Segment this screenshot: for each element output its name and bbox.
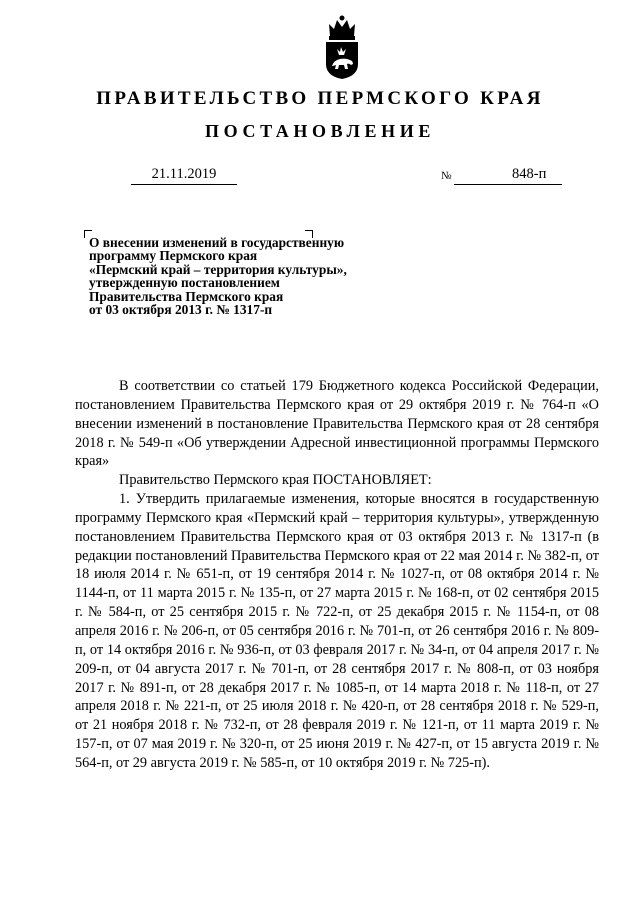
document-number-value: 848-п xyxy=(512,166,547,182)
document-type-title: ПОСТАНОВЛЕНИЕ xyxy=(205,121,435,141)
document-body xyxy=(75,377,599,773)
resolves-paragraph: Правительство Пермского края ПОСТАНОВЛЯЕТ: xyxy=(119,472,432,489)
organization-title: ПРАВИТЕЛЬСТВО ПЕРМСКОГО КРАЯ xyxy=(96,88,544,109)
subject-line: от 03 октября 2013 г. № 1317-п xyxy=(89,302,273,318)
document-number xyxy=(454,166,562,185)
preamble-paragraph: В соответствии со статьей 179 Бюджетного кодекса Российской Федерации, постановлением Правительства Пермского края от 29 октября 2019 г. № 764-п «О внесении изменений в постановление Правительства Пермского края от 28 сентября 2018 г. № 549-п «Об утверждении Адресной инвестиционной программы Пермского края» xyxy=(75,378,599,470)
subject-line: утвержденную постановлением xyxy=(89,275,280,291)
document-date: 21.11.2019 xyxy=(131,166,237,185)
number-prefix: № xyxy=(441,170,452,182)
perm-krai-coat-of-arms-icon xyxy=(322,14,362,80)
item-1-paragraph: 1. Утвердить прилагаемые изменения, которые вносятся в государственную программу Пермского края «Пермский край – территория культуры», утвержденную постановлением Правительства Пермского края от 03 октября 2013 г. № 1317-п (в редакции постановлений Правительства Пермского края от 22 мая 2014 г. № 382-п, от 18 июля 2014 г. № 651-п, от 19 сентября 2014 г. № 1027-п, от 08 октября 2014 г. № 1144-п, от 11 марта 2015 г. № 135-п, от 27 марта 2015 г. № 168-п, от 02 сентября 2015 г. № 584-п, от 25 сентября 2015 г. № 722-п, от 25 декабря 2015 г. № 1154-п, от 08 апреля 2016 г. № 206-п, от 05 сентября 2016 г. № 701-п, от 26 сентября 2016 г. № 809-п, от 14 октября 2016 г. № 936-п, от 03 февраля 2017 г. № 34-п, от 04 апреля 2017 г. № 209-п, от 04 августа 2017 г. № 701-п, от 28 сентября 2017 г. № 808-п, от 03 ноября 2017 г. № 891-п, от 28 декабря 2017 г. № 1085-п, от 14 марта 2018 г. № 118-п, от 27 апреля 2018 г. № 221-п, от 25 июля 2018 г. № 420-п, от 28 сентября 2018 г. № 529-п, от 21 ноября 2018 г. № 732-п, от 28 февраля 2019 г. № 121-п, от 11 марта 2019 г. № 157-п, от 07 мая 2019 г. № 320-п, от 25 июня 2019 г. № 427-п, от 15 августа 2019 г. № 564-п, от 29 августа 2019 г. № 585-п, от 10 октября 2019 г. № 725-п). xyxy=(75,491,599,771)
subject-line: программу Пермского края xyxy=(89,248,258,264)
subject-line: Правительства Пермского края xyxy=(89,288,284,304)
document-subject xyxy=(89,236,409,316)
subject-line: «Пермский край – территория культуры», xyxy=(89,261,347,277)
subject-line: О внесении изменений в государственную xyxy=(89,235,345,250)
